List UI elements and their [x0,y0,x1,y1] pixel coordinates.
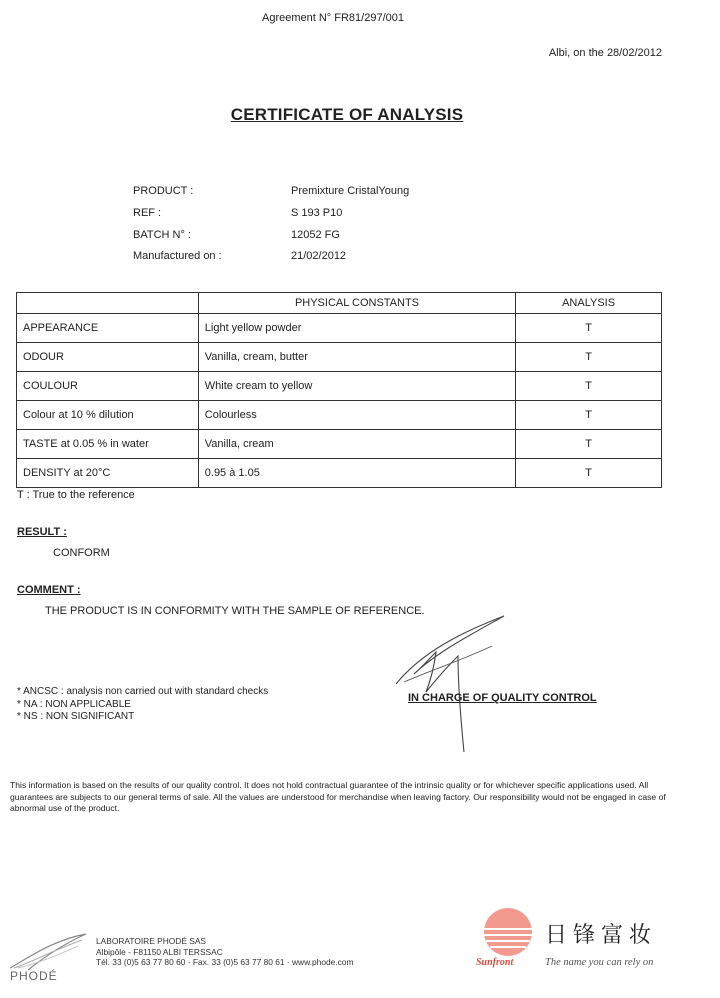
table-header-cell: PHYSICAL CONSTANTS [198,293,515,314]
sunfront-chinese-name: 日锋富妆 [545,922,658,947]
row-name: TASTE at 0.05 % in water [17,430,199,459]
sunfront-tagline: The name you can rely on [545,957,654,968]
table-legend-note: T : True to the reference [17,489,135,501]
table-row [17,372,662,401]
signature [392,612,512,757]
row-analysis: T [516,343,662,372]
row-analysis: T [516,459,662,488]
row-value: White cream to yellow [198,372,515,401]
row-analysis: T [516,372,662,401]
abbreviation-notes [17,686,268,724]
result-heading: RESULT : [17,526,67,538]
table-row [17,314,662,343]
row-analysis: T [516,314,662,343]
note-line: * NA : NON APPLICABLE [17,698,131,710]
table-header-cell [17,293,199,314]
batch-value: 12052 FG [291,229,340,241]
note-line: * ANCSC : analysis non carried out with standard checks [17,686,269,697]
ref-label: REF : [133,207,162,219]
row-analysis: T [516,401,662,430]
comment-value: THE PRODUCT IS IN CONFORMITY WITH THE SAMPLE OF REFERENCE. [45,605,425,617]
phode-logo-text: PHODÉ [10,969,58,983]
row-name: ODOUR [17,343,199,372]
table-row [17,343,662,372]
batch-label: BATCH N° : [133,229,191,241]
ref-value: S 193 P10 [291,207,343,219]
row-name: APPEARANCE [17,314,199,343]
row-name: COULOUR [17,372,199,401]
result-value: CONFORM [53,547,110,559]
row-name: DENSITY at 20°C [17,459,199,488]
product-value: Premixture CristalYoung [291,185,410,197]
lab-address-block [96,936,353,968]
table-row [17,430,662,459]
physical-constants-table [16,292,662,488]
document-title: CERTIFICATE OF ANALYSIS [230,105,464,124]
sunfront-name: Sunfront [476,957,514,968]
comment-heading: COMMENT : [17,584,81,596]
table-row [17,401,662,430]
manufactured-value: 21/02/2012 [291,250,347,262]
row-value: Vanilla, cream, butter [198,343,515,372]
lab-address: Albipôle - F81150 ALBI TERSSAC [96,946,223,957]
product-label: PRODUCT : [133,185,194,197]
row-value: Vanilla, cream [198,430,515,459]
manufactured-label: Manufactured on : [133,250,222,262]
note-line: * NS : NON SIGNIFICANT [17,711,135,722]
lab-name: LABORATOIRE PHODÉ SAS [96,936,206,946]
table-header-cell: ANALYSIS [516,293,662,314]
row-analysis: T [516,430,662,459]
lab-contact: Tél. 33 (0)5 63 77 80 60 · Fax. 33 (0)5 63 77 80 61 · www.phode.com [96,957,354,967]
date-line: Albi, on the 28/02/2012 [548,47,662,59]
disclaimer-text: This information is based on the results of our quality control. It does not hold contractual guarantee of the intrinsic quality or for whichever specific applications used. All guarantees are subjects to our general terms of sale. All the values are understood for merchandise when leaving factory. Our responsibility would not be engaged in case of abnormal use of the product. [10,780,666,813]
quality-control-label: IN CHARGE OF QUALITY CONTROL [408,692,597,704]
table-header-row [17,293,662,314]
row-value: Light yellow powder [198,314,515,343]
row-value: Colourless [198,401,515,430]
agreement-number: Agreement N° FR81/297/001 [262,12,404,24]
sunfront-sun-icon [478,906,538,956]
row-value: 0.95 à 1.05 [198,459,515,488]
table-row [17,459,662,488]
row-name: Colour at 10 % dilution [17,401,199,430]
